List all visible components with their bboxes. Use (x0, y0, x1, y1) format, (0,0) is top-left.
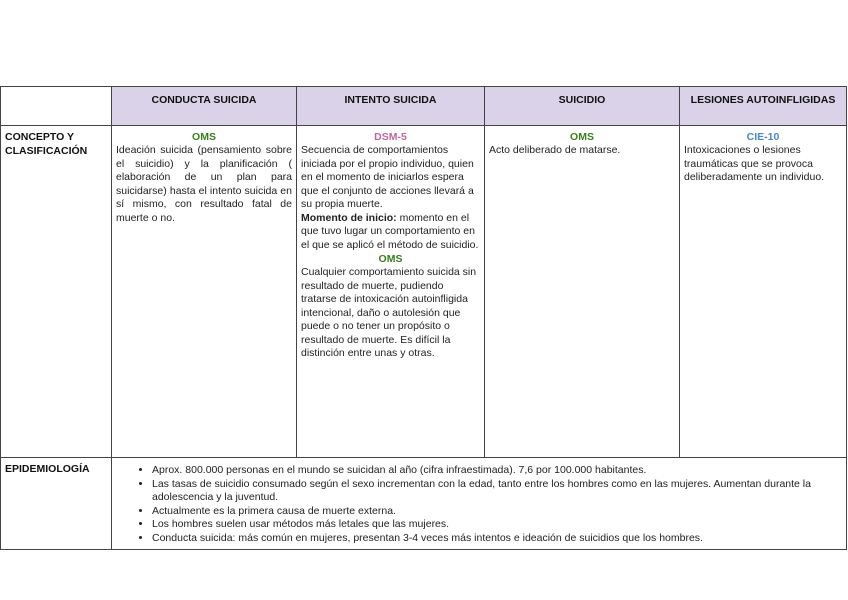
suicidio-definition: Acto deliberado de matarse. (489, 144, 621, 156)
cell-intento-concepto (297, 126, 485, 458)
org-label-oms-intento: OMS (378, 253, 403, 265)
suicide-classification-table (0, 86, 847, 550)
list-item: • Los hombres suelen usar métodos más letales que las mujeres. (152, 518, 846, 532)
momento-inicio-text: momento en el que tuvo lugar un comportamiento en el que se aplicó el método de suicidio. (301, 211, 479, 251)
conducta-definition: Ideación suicida (pensamiento sobre el suicidio) y la planificación ( elaboración de un plan para suicidarse) hasta el intento suicida en sí mismo, con resultado fatal de muerte o no. (116, 144, 292, 224)
lesiones-definition: Intoxicaciones o lesiones traumáticas que se provoca deliberadamente un individuo. (684, 144, 825, 183)
header-conducta-suicida: CONDUCTA SUICIDA (112, 87, 297, 126)
org-label-oms: OMS (192, 131, 216, 143)
momento-inicio-label: Momento de inicio: (301, 211, 397, 224)
org-label-cie10: CIE-10 (746, 131, 780, 143)
header-intento-suicida: INTENTO SUICIDA (297, 87, 485, 126)
corner-cell (1, 87, 112, 126)
intento-oms-definition: Cualquier comportamiento suicida sin resultado de muerte, pudiendo tratarse de intoxicación autoinfligida intencional, daño o autolesión que puede o no tener un propósito o resultado de muerte. Es difícil la distinción entre unas y otras. (301, 266, 477, 359)
row-label-epidemiologia: EPIDEMIOLOGÍA (1, 458, 112, 550)
cell-lesiones-concepto (680, 126, 847, 458)
header-suicidio: SUICIDIO (485, 87, 680, 126)
epidemiologia-list (112, 464, 846, 545)
cell-conducta-concepto (112, 126, 297, 458)
cell-epidemiologia (112, 458, 847, 550)
org-label-dsm5: DSM-5 (374, 131, 407, 143)
row-label-concepto: CONCEPTO Y CLASIFICACIÓN (1, 126, 112, 458)
cell-suicidio-concepto (485, 126, 680, 458)
list-item: • Aprox. 800.000 personas en el mundo se suicidan al año (cifra infraestimada). 7,6 por 100.000 habitantes. (152, 464, 846, 478)
intento-dsm-definition: Secuencia de comportamientos iniciada por el propio individuo, quien en el momento de iniciarlos espera que el conjunto de acciones llevará a su propia muerte. (301, 144, 474, 210)
concepto-row (1, 126, 847, 458)
header-row (1, 87, 847, 126)
epidemiologia-row (1, 458, 847, 550)
header-lesiones-autoinfligidas: LESIONES AUTOINFLIGIDAS (680, 87, 847, 126)
list-item: • Actualmente es la primera causa de muerte externa. (152, 505, 846, 519)
list-item: • Conducta suicida: más común en mujeres, presentan 3-4 veces más intentos e ideación de suicidios que los hombres. (152, 532, 846, 546)
list-item: • Las tasas de suicidio consumado según el sexo incrementan con la edad, tanto entre los hombres como en las mujeres. Aumentan durante la adolescencia y la juventud. (152, 478, 846, 505)
org-label-oms-suicidio: OMS (570, 131, 594, 143)
intento-momento-inicio (301, 212, 480, 253)
